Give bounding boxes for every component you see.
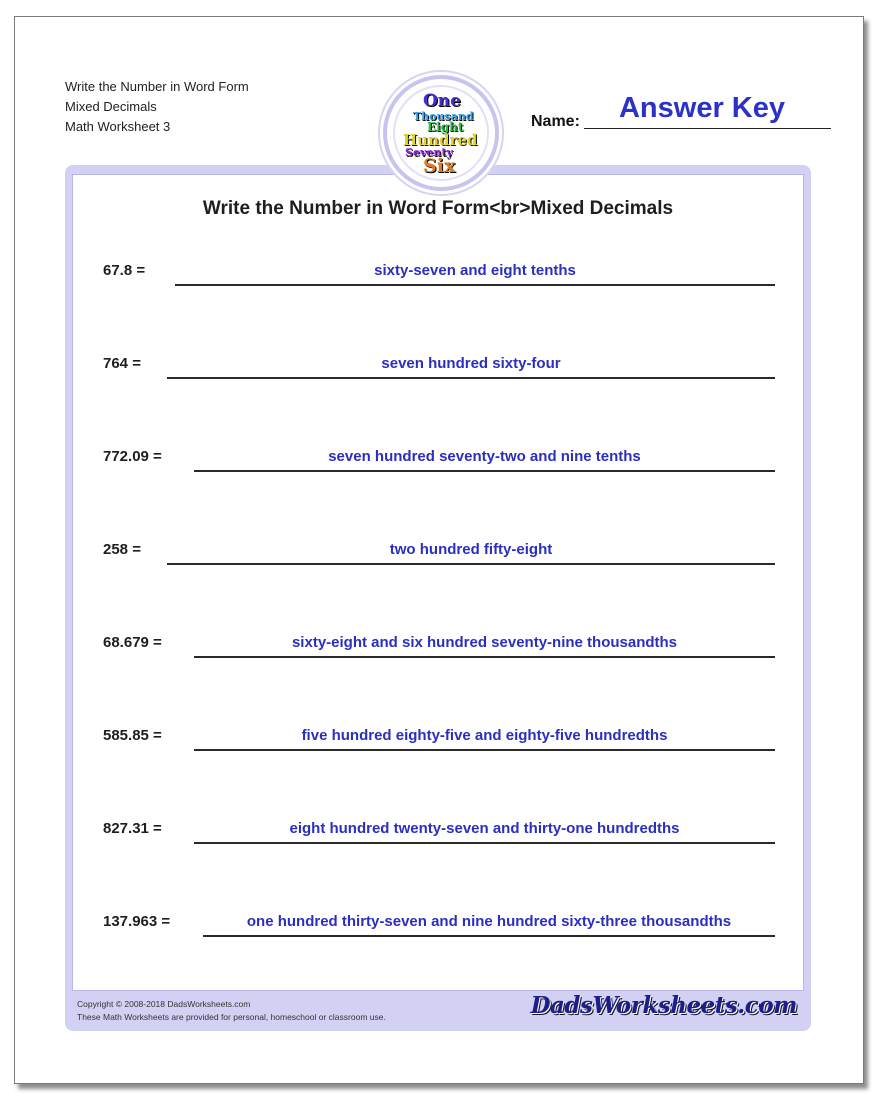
logo-word: Eight: [427, 120, 464, 134]
answer-line: [194, 842, 775, 844]
answer-text: one hundred thirty-seven and nine hundred sixty-three thousandths: [246, 913, 732, 930]
answer-text: five hundred eighty-five and eighty-five hundredths: [301, 727, 668, 744]
problem-number: 772.09 =: [103, 448, 162, 465]
copyright-line: Copyright © 2008-2018 DadsWorksheets.com: [77, 999, 251, 1009]
worksheet-title: Write the Number in Word Form<br>Mixed Decimals: [202, 198, 674, 219]
worksheet-frame: [65, 165, 811, 1031]
problem-number: 258 =: [103, 541, 141, 558]
answer-text: two hundred fifty-eight: [389, 541, 553, 558]
answer-key-text: Answer Key: [618, 92, 785, 124]
name-line: [584, 128, 831, 129]
problem-number: 585.85 =: [103, 727, 162, 744]
problem-number: 137.963 =: [103, 913, 171, 930]
header-title-line: Write the Number in Word Form: [65, 79, 249, 94]
answer-line: [175, 284, 775, 286]
answer-text: eight hundred twenty-seven and thirty-one hundredths: [289, 820, 680, 837]
problem-row: [103, 447, 775, 477]
logo-word: Six: [423, 155, 456, 177]
usage-line: These Math Worksheets are provided for personal, homeschool or classroom use.: [77, 1012, 386, 1022]
problem-row: [103, 540, 775, 570]
problems-panel: [72, 174, 804, 991]
answer-text: seven hundred seventy-two and nine tenths: [328, 448, 641, 465]
name-label: Name:: [531, 113, 580, 130]
problem-row: [103, 819, 775, 849]
problem-number: 67.8 =: [103, 262, 146, 279]
problem-number: 68.679 =: [103, 634, 162, 651]
logo-word: Thousand: [413, 110, 474, 123]
header-subtitle-line: Mixed Decimals: [65, 99, 157, 114]
answer-line: [194, 470, 775, 472]
logo-word: Hundred: [403, 131, 478, 149]
worksheet-header-info: [65, 77, 249, 137]
problem-row: [103, 261, 775, 291]
logo-word: Seventy: [405, 146, 453, 159]
answer-line: [194, 749, 775, 751]
problem-row: [103, 633, 775, 663]
header-worksheet-number: Math Worksheet 3: [65, 119, 171, 134]
dadsworksheets-logo: DadsWorksheets.com: [530, 992, 797, 1019]
answer-line: [203, 935, 775, 937]
problem-row: [103, 912, 775, 942]
answer-line: [194, 656, 775, 658]
problem-row: [103, 726, 775, 756]
answer-text: sixty-seven and eight tenths: [374, 262, 576, 279]
answer-line: [167, 377, 775, 379]
logo-word: One: [423, 91, 461, 111]
worksheet-page: [14, 16, 864, 1084]
problem-number: 764 =: [103, 355, 141, 372]
answer-line: [167, 563, 775, 565]
answer-text: seven hundred sixty-four: [381, 355, 561, 372]
problem-number: 827.31 =: [103, 820, 162, 837]
answer-text: sixty-eight and six hundred seventy-nine thousandths: [291, 634, 678, 651]
copyright-notice: [77, 998, 386, 1024]
number-words-logo: [383, 75, 499, 191]
problem-row: [103, 354, 775, 384]
